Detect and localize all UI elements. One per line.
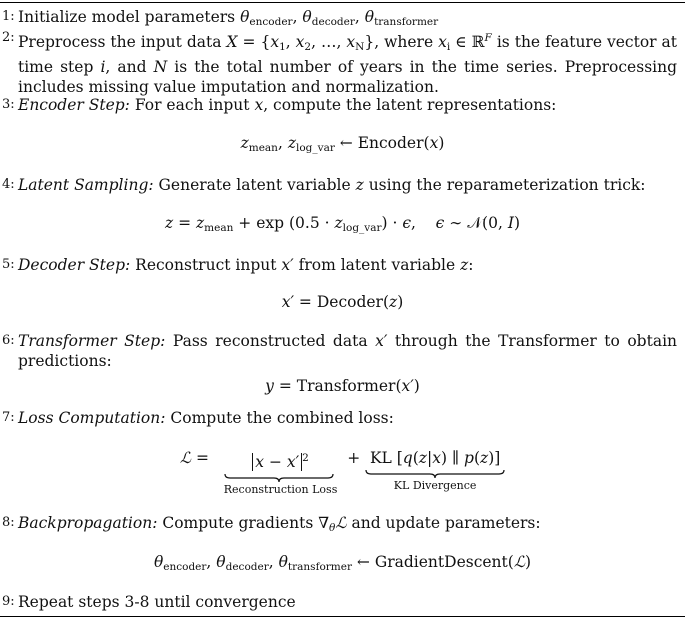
reconstruction-label: Reconstruction Loss bbox=[223, 483, 338, 496]
step-name: Loss Computation: bbox=[18, 409, 166, 427]
step-7: 7: Loss Computation: Compute the combined loss: bbox=[2, 409, 394, 427]
step-name: Encoder Step: bbox=[18, 96, 130, 114]
step-number: 6: bbox=[2, 333, 15, 348]
underbrace bbox=[365, 469, 505, 479]
step-name: Transformer Step: bbox=[18, 332, 166, 350]
step-1-text: Initialize model parameters $\theta_{encoder}$, $\theta_{decoder}$, $\theta_{transformer}$ bbox=[18, 8, 439, 28]
equation-update: $\theta_{encoder}$, $\theta_{decoder}$, $\theta_{transformer}$ ← GradientDescent(ℒ) bbox=[153, 553, 532, 573]
step-name: Decoder Step: bbox=[18, 256, 131, 274]
step-4: 4: Latent Sampling: Generate latent variable z using the reparameterization trick: bbox=[2, 176, 646, 194]
step-name: Backpropagation: bbox=[18, 514, 158, 532]
step-2-text: Preprocess the input data $X = \{x_1$, $x_2$, …, $x_N$}, where $x_i$ ∈ ℝ$^F$ is the feature vector at time step i, and N is the total number of years in the time series. Preprocessing includes missing value imputation and normalization. bbox=[18, 32, 678, 96]
step-9-text: Repeat steps 3-8 until convergence bbox=[18, 593, 296, 611]
step-6: 6: Transformer Step: Pass reconstructed data x′ through the Transformer to obtain predictions: bbox=[2, 332, 678, 370]
kl-label: KL Divergence bbox=[393, 479, 477, 492]
step-number: 8: bbox=[2, 515, 15, 530]
step-number: 5: bbox=[2, 257, 15, 272]
step-number: 1: bbox=[2, 9, 15, 24]
step-name: Latent Sampling: bbox=[18, 176, 154, 194]
step-2 bbox=[0, 28, 677, 97]
step-5: 5: Decoder Step: Reconstruct input x′ from latent variable z: bbox=[2, 256, 474, 274]
equation-transformer: y = Transformer(x′) bbox=[265, 377, 420, 395]
bottom-rule bbox=[0, 616, 685, 617]
top-rule bbox=[0, 2, 685, 3]
equation-encoder: $z_{mean}$, $z_{log\_var}$ ← Encoder(x) bbox=[240, 134, 445, 154]
step-8: 8: Backpropagation: Compute gradients $\nabla_\theta ℒ$ and update parameters: bbox=[2, 514, 541, 534]
reconstruction-term: x − x′ $^2$ Reconstruction Loss bbox=[223, 452, 338, 496]
step-number: 7: bbox=[2, 410, 15, 425]
equation-loss: ℒ = x − x′ $^2$ Reconstruction Loss + KL [q(z|x) ∥ p(z)] KL Divergence bbox=[0, 448, 685, 496]
step-3: 3: Encoder Step: For each input x, compute the latent representations: bbox=[2, 96, 557, 114]
underbrace bbox=[224, 473, 334, 483]
equation-decoder: x′ = Decoder(z) bbox=[281, 293, 404, 311]
step-number: 2: bbox=[2, 30, 15, 45]
step-number: 3: bbox=[2, 97, 15, 112]
step-number: 9: bbox=[2, 594, 15, 609]
equation-sampling: $z = z_{mean} + \exp (0.5 \cdot z_{log\_var}) \cdot \epsilon$, ϵ ∼ 𝒩(0, I) bbox=[164, 214, 520, 234]
step-number: 4: bbox=[2, 177, 15, 192]
kl-term: KL [q(z|x) ∥ p(z)] KL Divergence bbox=[365, 448, 505, 492]
step-9 bbox=[0, 592, 677, 612]
